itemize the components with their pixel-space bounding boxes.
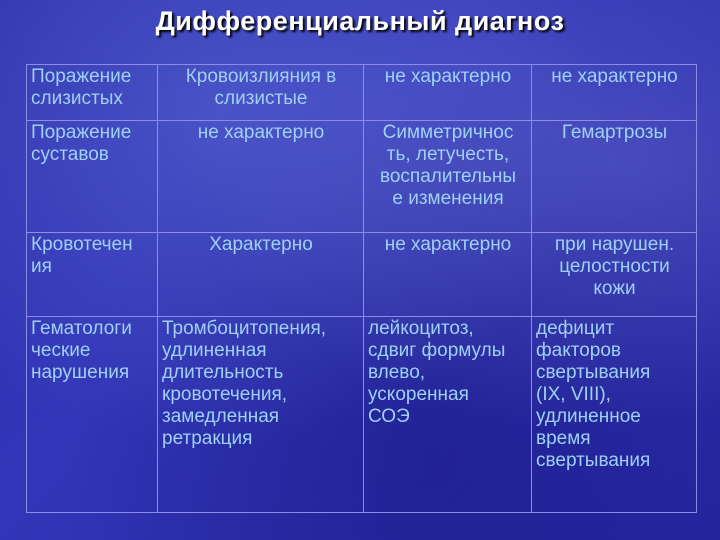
table-cell: не характерно xyxy=(532,65,697,121)
differential-diagnosis-table xyxy=(26,64,697,513)
table-row xyxy=(27,317,697,513)
table-cell: при нарушен. целостности кожи xyxy=(532,233,697,317)
table-cell: Симметричнос ть, летучесть, воспалительны е изменения xyxy=(364,121,532,233)
table-cell: Поражение слизистых xyxy=(27,65,158,121)
table-cell: Кровотечен ия xyxy=(27,233,158,317)
table-cell: не характерно xyxy=(364,65,532,121)
table-cell: Характерно xyxy=(158,233,364,317)
table-cell: не характерно xyxy=(364,233,532,317)
table-row xyxy=(27,65,697,121)
table-row xyxy=(27,233,697,317)
table-cell: Гематологи ческие нарушения xyxy=(27,317,158,513)
table-cell: Гемартрозы xyxy=(532,121,697,233)
slide-title: Дифференциальный диагноз xyxy=(155,6,565,36)
table-cell: дефицит факторов свертывания (IX, VIII), удлиненное время свертывания xyxy=(532,317,697,513)
table-cell: не характерно xyxy=(158,121,364,233)
table-cell: Кровоизлияния в слизистые xyxy=(158,65,364,121)
table-row xyxy=(27,121,697,233)
table-cell: Тромбоцитопения, удлиненная длительность кровотечения, замедленная ретракция xyxy=(158,317,364,513)
table-cell: Поражение суставов xyxy=(27,121,158,233)
table-cell: лейкоцитоз, сдвиг формулы влево, ускоренная СОЭ xyxy=(364,317,532,513)
